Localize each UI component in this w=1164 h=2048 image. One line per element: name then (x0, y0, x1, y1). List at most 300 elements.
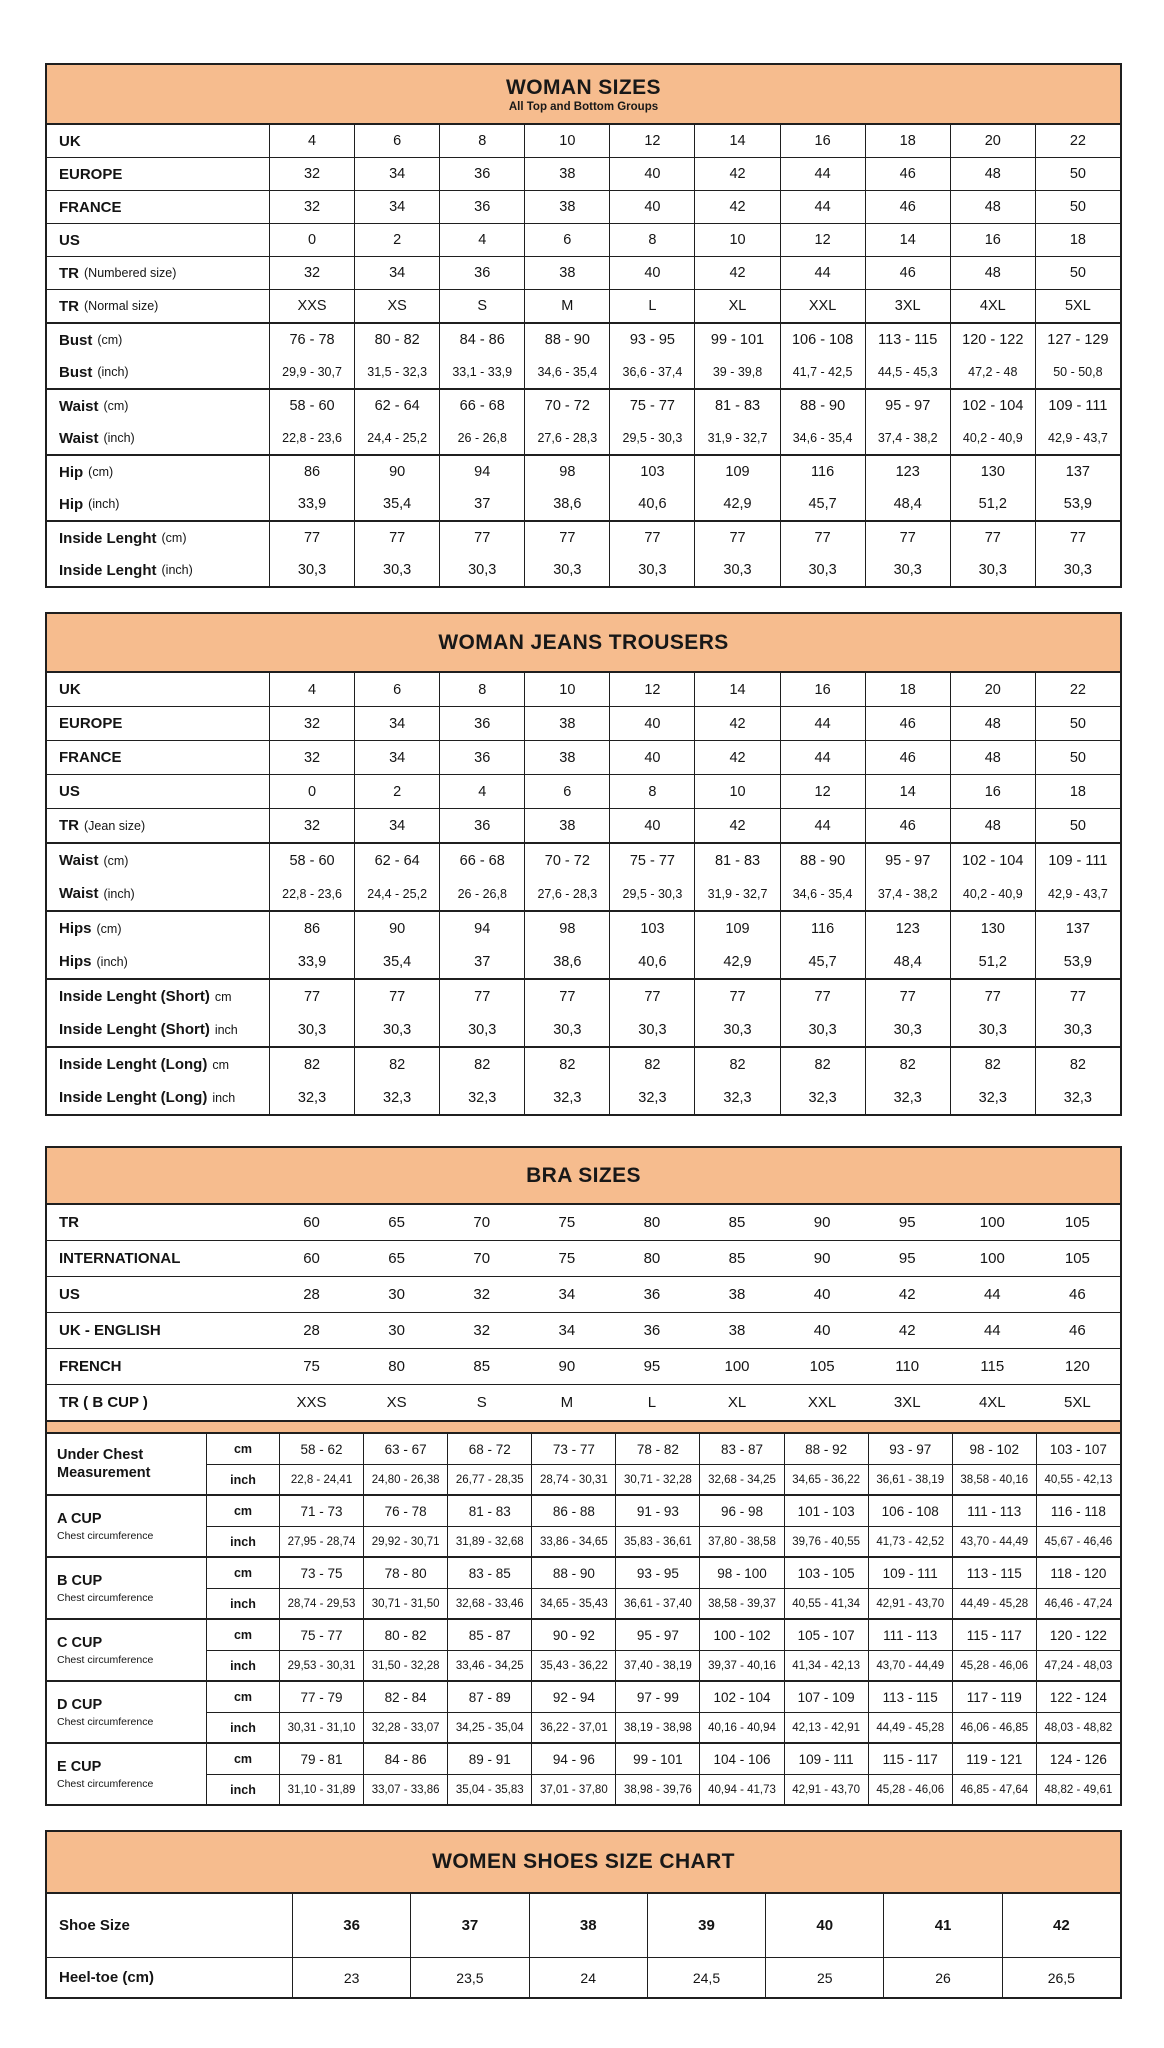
cell-value: 47,24 - 48,03 (1036, 1651, 1120, 1680)
unit-label: inch (230, 1782, 256, 1797)
cell-value: 95 (643, 1358, 661, 1375)
cell-value: 80 (388, 1358, 405, 1375)
cell-value: 110 (895, 1358, 920, 1375)
row-label-text: Shoe Size (59, 1917, 130, 1934)
cell-value: 44 (780, 191, 865, 223)
cell-value: 37,01 - 37,80 (531, 1775, 615, 1804)
cell-value: 98 - 100 (699, 1558, 783, 1588)
row-label (47, 844, 269, 877)
cell-value: 53,9 (1035, 488, 1120, 520)
cell-value: 0 (269, 224, 354, 256)
cell-value: 50 (1035, 809, 1120, 842)
cell-value: 44 (780, 809, 865, 842)
cell-value: 46 (1069, 1322, 1086, 1339)
cell-value: 109 (694, 912, 779, 945)
table-row (207, 1526, 1120, 1556)
cell-value: 39 - 39,8 (694, 356, 779, 388)
cell-value: 93 - 95 (609, 324, 694, 356)
cell-value: 98 - 102 (952, 1434, 1036, 1464)
unit-label: inch (230, 1534, 256, 1549)
cell-value: 89 - 91 (447, 1744, 531, 1774)
cell-value: 75 (558, 1250, 576, 1267)
row-label (47, 1313, 269, 1348)
table-row (47, 980, 1120, 1013)
cell-value: 16 (950, 775, 1035, 808)
cup-group (47, 1556, 1120, 1618)
cell-value: 93 - 95 (615, 1558, 699, 1588)
cell-value: 44 (983, 1322, 1001, 1339)
cell-value: 41,73 - 42,52 (868, 1527, 952, 1556)
cell-value: 10 (524, 125, 609, 157)
cell-value: 95 - 97 (865, 844, 950, 877)
cup-group-title: A CUP (57, 1510, 102, 1527)
cell-value: 51,2 (950, 945, 1035, 978)
cell-value: 24,4 - 25,2 (354, 422, 439, 454)
row-label-text: Waist (59, 852, 99, 869)
cup-group-rows (207, 1744, 1120, 1804)
cell-value: 103 (609, 912, 694, 945)
cell-value: 32 (269, 158, 354, 190)
cell-value: 70 (473, 1250, 491, 1267)
row-label-text: FRENCH (59, 1358, 122, 1375)
cell-value: 43,70 - 44,49 (952, 1527, 1036, 1556)
cell-value: 32,3 (524, 1081, 609, 1114)
cell-value: 120 - 122 (1036, 1620, 1120, 1650)
cell-value: 24 (529, 1958, 647, 1997)
cell-value: 32 (269, 191, 354, 223)
cell-value: 28,74 - 29,53 (279, 1589, 363, 1618)
cell-value: 48,4 (865, 488, 950, 520)
row-label-note: (inch) (103, 886, 135, 901)
cell-value: 58 - 60 (269, 844, 354, 877)
cell-value: 28,74 - 30,31 (531, 1465, 615, 1494)
cell-value: 106 - 108 (780, 324, 865, 356)
cell-value: 109 - 111 (1035, 844, 1120, 877)
cell-value: 92 - 94 (531, 1682, 615, 1712)
cell-value: 75 - 77 (609, 844, 694, 877)
cell-value: 46 (865, 158, 950, 190)
cell-value: 38 (524, 707, 609, 740)
cell-value: 116 (780, 456, 865, 488)
cell-value: 43,70 - 44,49 (868, 1651, 952, 1680)
cup-group-rows (207, 1434, 1120, 1494)
table-row (47, 945, 1120, 978)
cell-value: 99 - 101 (694, 324, 779, 356)
cell-value: 30,3 (780, 554, 865, 586)
cell-value: 93 - 97 (868, 1434, 952, 1464)
cell-value: 48 (950, 741, 1035, 774)
cell-value: 36 (643, 1322, 661, 1339)
cell-value: 42 (694, 257, 779, 289)
row-label-note: (cm) (103, 399, 129, 413)
cell-value: 44 (780, 257, 865, 289)
row-group (47, 1312, 1120, 1348)
cell-value: 77 (694, 980, 779, 1013)
cell-value: 29,5 - 30,3 (609, 877, 694, 910)
row-group (47, 808, 1120, 842)
cell-value: 40 (609, 191, 694, 223)
row-label (47, 1081, 269, 1114)
row-group (47, 1205, 1120, 1240)
cell-value: 85 (728, 1214, 746, 1231)
cell-value: 22,8 - 24,41 (279, 1465, 363, 1494)
row-label-note: (cm) (97, 333, 123, 347)
cell-value: 82 (950, 1048, 1035, 1081)
cell-value: 46 (865, 809, 950, 842)
shoes-title: WOMEN SHOES SIZE CHART (432, 1850, 735, 1873)
cell-value: 109 - 111 (1035, 390, 1120, 422)
cell-value: 28 (303, 1286, 320, 1303)
table-row (47, 125, 1120, 157)
cell-value: 30,3 (269, 554, 354, 586)
cell-value: 82 (524, 1048, 609, 1081)
cell-value: 16 (950, 224, 1035, 256)
shoes-header (47, 1832, 1120, 1894)
cell-value: 31,5 - 32,3 (354, 356, 439, 388)
cell-value: 105 (809, 1358, 835, 1375)
cell-value: 103 (609, 456, 694, 488)
table-row (47, 912, 1120, 945)
cell-value: 60 (303, 1250, 320, 1267)
cup-group-subtitle: Chest circumference (57, 1592, 154, 1605)
cell-value: 3XL (893, 1394, 921, 1411)
table-row (207, 1588, 1120, 1618)
cell-value: 31,9 - 32,7 (694, 877, 779, 910)
row-group (47, 322, 1120, 388)
cell-value: 62 - 64 (354, 390, 439, 422)
cell-value: 78 - 82 (615, 1434, 699, 1464)
row-group (47, 978, 1120, 1046)
cell-value: 35,04 - 35,83 (447, 1775, 531, 1804)
cup-group-rows (207, 1496, 1120, 1556)
table-row (47, 224, 1120, 256)
cell-value: 22 (1035, 125, 1120, 157)
cell-value: 24,80 - 26,38 (363, 1465, 447, 1494)
table-row (207, 1744, 1120, 1774)
cell-value: 104 - 106 (699, 1744, 783, 1774)
cell-value: 101 - 103 (784, 1496, 868, 1526)
cell-value: 76 - 78 (363, 1496, 447, 1526)
table-row (47, 158, 1120, 190)
cell-value: 10 (524, 673, 609, 706)
cell-value: 29,53 - 30,31 (279, 1651, 363, 1680)
row-label (47, 488, 269, 520)
cell-value: 77 (524, 980, 609, 1013)
cell-value: 45,67 - 46,46 (1036, 1527, 1120, 1556)
cell-value: 80 (643, 1250, 661, 1267)
table-row (47, 1205, 1120, 1240)
cell-value: 95 - 97 (615, 1620, 699, 1650)
cell-value: 38,19 - 38,98 (615, 1713, 699, 1742)
cell-value: 14 (865, 775, 950, 808)
cell-value: 46 (865, 707, 950, 740)
cell-value: 41 (883, 1894, 1001, 1957)
cell-value: 90 (813, 1214, 831, 1231)
cell-value: 46 (865, 191, 950, 223)
row-label-note: inch (214, 1022, 238, 1037)
cell-value: 78 - 80 (363, 1558, 447, 1588)
cell-value: 95 (898, 1250, 916, 1267)
row-label-text: Waist (59, 885, 99, 902)
cup-group (47, 1494, 1120, 1556)
cell-value: 84 - 86 (363, 1744, 447, 1774)
cell-value: 76 - 78 (269, 324, 354, 356)
table-row (47, 1385, 1120, 1420)
cell-value: 33,9 (269, 945, 354, 978)
unit-label: cm (233, 1628, 253, 1642)
row-group (47, 1348, 1120, 1384)
cell-value: 31,89 - 32,68 (447, 1527, 531, 1556)
cell-value: 79 - 81 (279, 1744, 363, 1774)
cell-value: 40,94 - 41,73 (699, 1775, 783, 1804)
cell-value: L (609, 290, 694, 322)
row-label-note: (inch) (88, 497, 120, 511)
cell-value: 113 - 115 (952, 1558, 1036, 1588)
woman-jeans-table (45, 612, 1122, 1116)
row-label (47, 945, 269, 978)
cell-value: M (560, 1394, 574, 1411)
cell-value: 91 - 93 (615, 1496, 699, 1526)
cell-value: 81 - 83 (694, 390, 779, 422)
table-row (47, 1277, 1120, 1312)
cell-value: 0 (269, 775, 354, 808)
row-label (47, 707, 269, 740)
row-label-note: cm (214, 989, 232, 1004)
cup-group (47, 1618, 1120, 1680)
cell-value: 32 (269, 707, 354, 740)
cup-group-subtitle: Chest circumference (57, 1654, 154, 1667)
cell-value: 32,3 (609, 1081, 694, 1114)
row-label-text: Inside Lenght (Long) (59, 1089, 208, 1106)
row-label-text: TR (59, 1214, 79, 1231)
cell-value: 4XL (950, 290, 1035, 322)
row-label-text: TR (59, 817, 79, 834)
cell-value: 12 (609, 125, 694, 157)
row-label (47, 809, 269, 842)
cell-value: 34,6 - 35,4 (780, 422, 865, 454)
cell-value: 26 - 26,8 (439, 877, 524, 910)
row-group (47, 520, 1120, 586)
cell-value: 48,4 (865, 945, 950, 978)
cell-value: 30,3 (694, 554, 779, 586)
cell-value: 33,1 - 33,9 (439, 356, 524, 388)
cell-value: 95 (898, 1214, 916, 1231)
cell-value: 77 (950, 522, 1035, 554)
cell-value: 18 (1035, 224, 1120, 256)
table-row (47, 1241, 1120, 1276)
cell-value: 34 (354, 158, 439, 190)
cell-value: 22 (1035, 673, 1120, 706)
unit-label: inch (230, 1596, 256, 1611)
table-row (47, 877, 1120, 910)
cell-value: 46 (1069, 1286, 1086, 1303)
cell-value: 32 (269, 257, 354, 289)
cup-group-title: Under Chest Measurement (57, 1446, 151, 1481)
row-label-text: FRANCE (59, 198, 122, 216)
row-label (47, 912, 269, 945)
cell-value: 37 (439, 945, 524, 978)
row-label-note: (inch) (97, 365, 129, 379)
woman-sizes-subtitle: All Top and Bottom Groups (508, 100, 659, 113)
cell-value: 6 (524, 775, 609, 808)
cell-value: 82 (780, 1048, 865, 1081)
cell-value: 4XL (978, 1394, 1006, 1411)
cell-value: 36 (439, 707, 524, 740)
row-group (47, 454, 1120, 520)
cell-value: 36 (439, 158, 524, 190)
cell-value: 16 (780, 125, 865, 157)
cell-value: 36,61 - 38,19 (868, 1465, 952, 1494)
cell-value: 26 - 26,8 (439, 422, 524, 454)
cell-value: 83 - 85 (447, 1558, 531, 1588)
cell-value: 20 (950, 125, 1035, 157)
cell-value: 34 (558, 1286, 576, 1303)
cell-value: 30,3 (609, 554, 694, 586)
cell-value: 115 - 117 (952, 1620, 1036, 1650)
cell-value: 41,7 - 42,5 (780, 356, 865, 388)
cell-value: 30,71 - 32,28 (615, 1465, 699, 1494)
cell-value: 130 (950, 912, 1035, 945)
cell-value: 77 (1035, 980, 1120, 1013)
cell-value: 40 (813, 1322, 831, 1339)
cell-value: 115 (980, 1358, 1005, 1375)
cell-value: 127 - 129 (1035, 324, 1120, 356)
cell-value: 3XL (865, 290, 950, 322)
unit-label: inch (230, 1720, 256, 1735)
cell-value: 27,6 - 28,3 (524, 877, 609, 910)
cell-value: 36 (292, 1894, 410, 1957)
cell-value: 123 (865, 912, 950, 945)
row-label (47, 980, 269, 1013)
row-label-text: US (59, 231, 80, 249)
cell-value: 8 (439, 125, 524, 157)
cup-group-subtitle: Chest circumference (57, 1530, 154, 1543)
cell-value: 68 - 72 (447, 1434, 531, 1464)
cell-value: 30,3 (865, 554, 950, 586)
cell-value: 35,43 - 36,22 (531, 1651, 615, 1680)
bra-sizes-header (47, 1148, 1120, 1205)
row-label-text: UK (59, 132, 81, 150)
cell-value: 42 (694, 158, 779, 190)
cell-value: 50 (1035, 191, 1120, 223)
row-label-text: Inside Lenght (59, 529, 157, 547)
cell-value: 30,3 (354, 554, 439, 586)
cell-value: 77 (354, 980, 439, 1013)
row-group (47, 190, 1120, 223)
cell-value: 105 - 107 (784, 1620, 868, 1650)
cell-value: 75 - 77 (279, 1620, 363, 1650)
row-label-text: Waist (59, 397, 99, 415)
unit-label: inch (230, 1658, 256, 1673)
cell-value: 23 (292, 1958, 410, 1997)
cell-value: 88 - 90 (780, 390, 865, 422)
cell-value: 38 (728, 1286, 746, 1303)
cell-value: 94 (439, 456, 524, 488)
cell-value: 77 (950, 980, 1035, 1013)
cell-value: 40,16 - 40,94 (699, 1713, 783, 1742)
cell-value: 111 - 113 (952, 1496, 1036, 1526)
cell-value: 32,3 (439, 1081, 524, 1114)
cup-group (47, 1742, 1120, 1804)
cup-group-subtitle: Chest circumference (57, 1778, 154, 1791)
cell-value: 8 (439, 673, 524, 706)
row-label-text: Inside Lenght (59, 561, 157, 579)
cell-value: 10 (694, 224, 779, 256)
row-group (47, 706, 1120, 740)
cell-value: 39 (647, 1894, 765, 1957)
cell-value: 42,13 - 42,91 (784, 1713, 868, 1742)
row-label (47, 673, 269, 706)
cell-value: 77 (1035, 522, 1120, 554)
cell-value: 30,3 (1035, 554, 1120, 586)
cell-value: 115 - 117 (868, 1744, 952, 1774)
cell-value: 48,82 - 49,61 (1036, 1775, 1120, 1804)
row-label (47, 257, 269, 289)
cell-value: 77 (269, 980, 354, 1013)
cell-value: 31,9 - 32,7 (694, 422, 779, 454)
cell-value: 2 (354, 775, 439, 808)
cell-value: 8 (609, 775, 694, 808)
unit-label: inch (230, 1472, 256, 1487)
cell-value: 82 (439, 1048, 524, 1081)
row-label (47, 1385, 269, 1420)
cell-value: 82 (269, 1048, 354, 1081)
row-label-text: UK - ENGLISH (59, 1322, 161, 1339)
cell-value: 50 (1035, 257, 1120, 289)
table-row (207, 1558, 1120, 1588)
cell-value: 117 - 119 (952, 1682, 1036, 1712)
row-group (47, 388, 1120, 454)
cell-value: 102 - 104 (699, 1682, 783, 1712)
cell-value: 48,03 - 48,82 (1036, 1713, 1120, 1742)
table-row (207, 1496, 1120, 1526)
cell-value: 45,7 (780, 488, 865, 520)
cell-value: XL (727, 1394, 747, 1411)
cell-value: 88 - 90 (780, 844, 865, 877)
table-row (47, 324, 1120, 356)
cell-value: 36,6 - 37,4 (609, 356, 694, 388)
row-label-text: Inside Lenght (Short) (59, 1021, 210, 1038)
cell-value: 38 (524, 741, 609, 774)
cell-value: 28 (303, 1322, 320, 1339)
cell-value: 36,61 - 37,40 (615, 1589, 699, 1618)
cup-group-label (47, 1620, 207, 1680)
cell-value: 18 (865, 673, 950, 706)
cell-value: 40 (813, 1286, 831, 1303)
cell-value: 29,92 - 30,71 (363, 1527, 447, 1556)
cell-value: 77 (780, 522, 865, 554)
cell-value: 33,9 (269, 488, 354, 520)
row-label-note: (Numbered size) (84, 266, 177, 280)
cup-group (47, 1680, 1120, 1742)
cell-value: 30,3 (950, 554, 1035, 586)
table-row (47, 290, 1120, 322)
cell-value: 70 (473, 1214, 491, 1231)
bra-sizes-title: BRA SIZES (526, 1163, 641, 1187)
cell-value: 30,31 - 31,10 (279, 1713, 363, 1742)
cell-value: 48 (950, 191, 1035, 223)
cell-value: 46 (865, 257, 950, 289)
table-row (47, 673, 1120, 706)
cup-group-label (47, 1558, 207, 1618)
row-label (47, 224, 269, 256)
cell-value: 26 (883, 1958, 1001, 1997)
row-label-text: US (59, 783, 80, 800)
woman-jeans-title: WOMAN JEANS TROUSERS (438, 630, 729, 654)
cup-group-rows (207, 1620, 1120, 1680)
row-label (47, 1349, 269, 1384)
cell-value: 30,3 (439, 1013, 524, 1046)
